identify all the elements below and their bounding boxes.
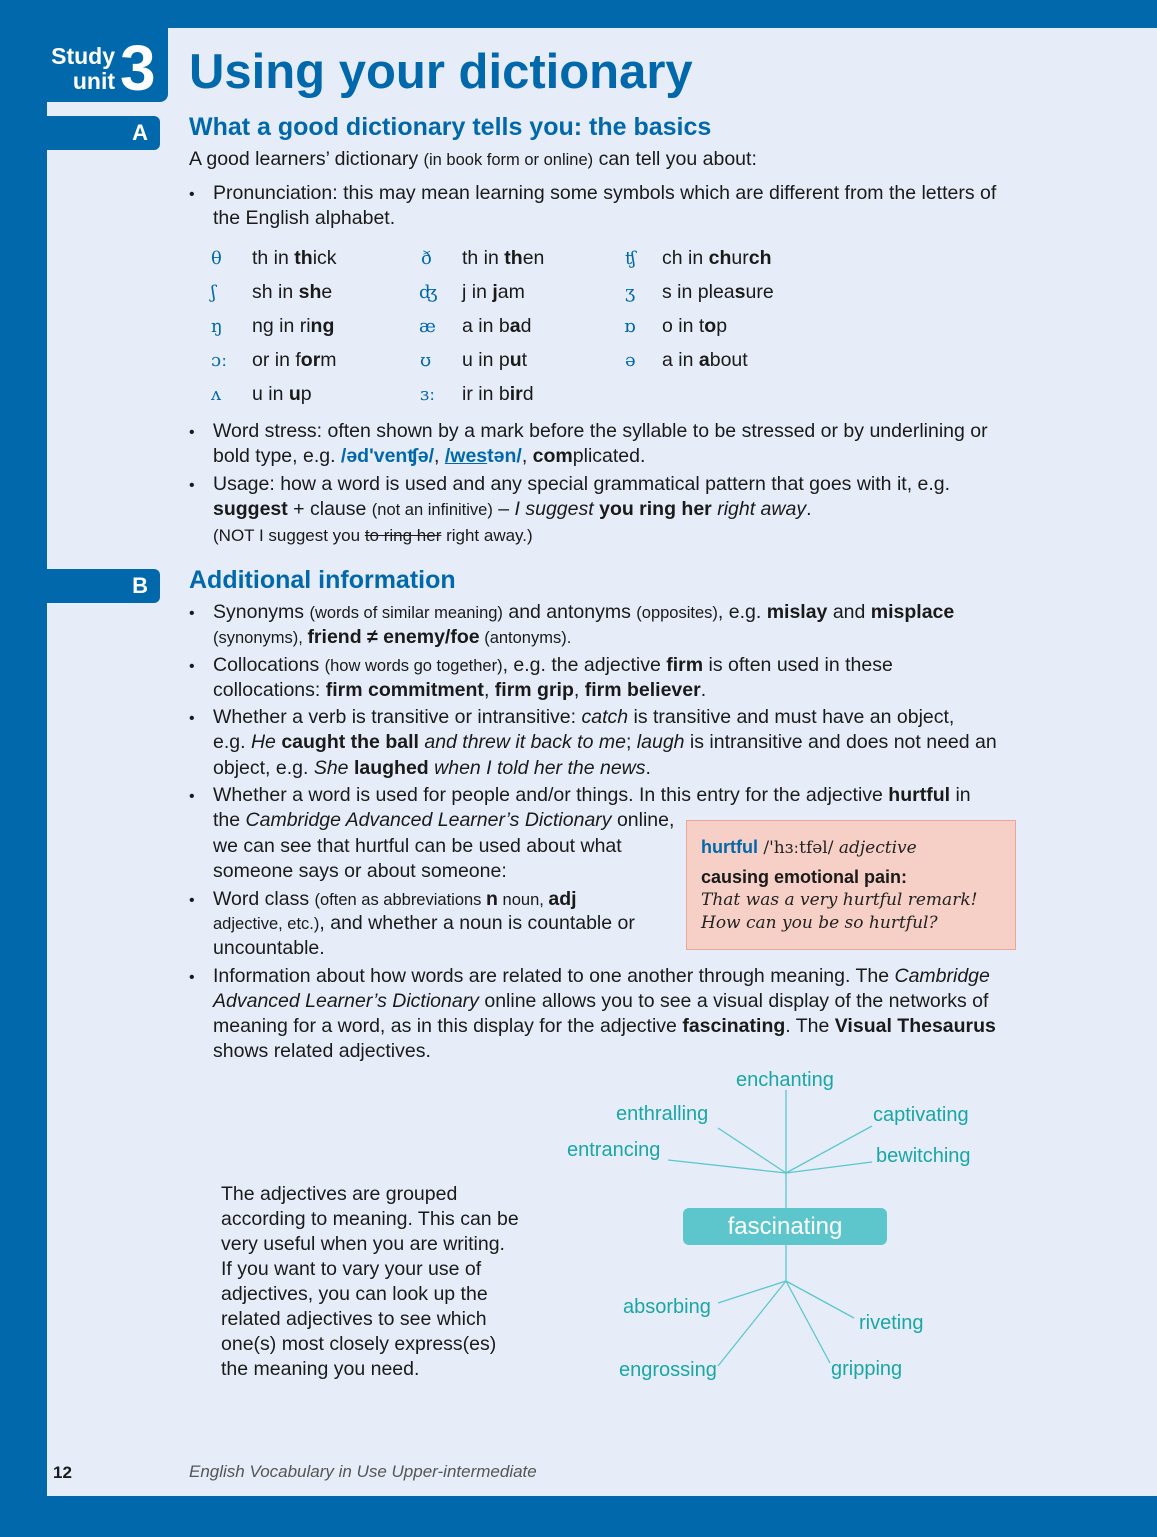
- thesaurus-word-absorbing: absorbing: [623, 1296, 711, 1318]
- pronunciation-line-2: the English alphabet.: [213, 207, 396, 229]
- entry-example-2: How can you be so hurtful?: [701, 913, 938, 933]
- phonetic-example: ir in bird: [462, 383, 534, 405]
- phonetic-example: ch in church: [662, 247, 772, 269]
- people-things-line-4: someone says or about someone:: [213, 860, 507, 882]
- usage-line-1: Usage: how a word is used and any special grammatical pattern that goes with it, e.g.: [213, 473, 951, 495]
- transitive-line-1: Whether a verb is transitive or intransitive: catch is transitive and must have an object,: [213, 706, 955, 728]
- intro-text: A good learners’ dictionary (in book form or online) can tell you about:: [189, 148, 757, 170]
- phonetic-example: u in put: [462, 349, 528, 371]
- connector-bewitching: [786, 1162, 872, 1173]
- phonetic-symbol: ɜː: [420, 384, 436, 405]
- bullet: •: [189, 605, 195, 622]
- phonetic-symbol: ʒ: [625, 282, 636, 303]
- connector-captivating: [786, 1126, 872, 1173]
- entry-definition: causing emotional pain:: [701, 867, 908, 887]
- usage-not-line: (NOT I suggest you to ring her right away.): [213, 526, 533, 545]
- stress-line-2: bold type, e.g. /əd'venʧə/, /westən/, complicated.: [213, 445, 646, 467]
- transitive-line-3: object, e.g. She laughed when I told her the news.: [213, 757, 651, 779]
- info-line-2: Advanced Learner’s Dictionary online allows you to see a visual display of the networks of: [213, 990, 989, 1012]
- people-things-line-3: we can see that hurtful can be used about what: [213, 835, 622, 857]
- phonetic-symbol: ð: [421, 248, 432, 269]
- phonetic-symbol: æ: [419, 316, 436, 337]
- phonetic-symbol: ɔː: [211, 350, 228, 371]
- thesaurus-word-enthralling: enthralling: [616, 1103, 709, 1125]
- info-line-1: Information about how words are related to one another through meaning. The Cambridge: [213, 965, 990, 987]
- thesaurus-word-entrancing: entrancing: [567, 1139, 661, 1161]
- bullet: •: [189, 788, 195, 805]
- thesaurus-hub: fascinating: [683, 1208, 887, 1245]
- transitive-line-2: e.g. He caught the ball and threw it back to me; laugh is intransitive and does not need an: [213, 731, 997, 753]
- synonyms-line-1: Synonyms (words of similar meaning) and antonyms (opposites), e.g. mislay and misplace: [213, 601, 955, 623]
- phonetic-symbol: ɒ: [624, 316, 636, 337]
- info-line-3: meaning for a word, as in this display for the adjective fascinating. The Visual Thesaurus: [213, 1015, 996, 1037]
- thesaurus-explanation: The adjectives are grouped according to meaning. This can be very useful when you are writing. If you want to vary your use of adjectives, you can look up the related adjectives to see which one(s) most closely express(es) the meaning you need.: [221, 1183, 519, 1380]
- thesaurus-word-engrossing: engrossing: [619, 1359, 717, 1381]
- bullet: •: [189, 892, 195, 909]
- phonetic-example: or in form: [252, 349, 337, 371]
- phonetic-symbol: ʌ: [211, 384, 222, 405]
- bullet: •: [189, 658, 195, 675]
- phonetic-example: a in bad: [462, 315, 532, 337]
- usage-line-2: suggest + clause (not an infinitive) – I suggest you ring her right away.: [213, 498, 812, 520]
- people-things-line-1: Whether a word is used for people and/or things. In this entry for the adjective hurtful in: [213, 784, 971, 806]
- collocations-line-2: collocations: firm commitment, firm grip, firm believer.: [213, 679, 707, 701]
- phonetic-example: ng in ring: [252, 315, 335, 337]
- word-class-line-2: adjective, etc.), and whether a noun is countable or: [213, 912, 635, 934]
- phonetic-symbol: ʤ: [419, 282, 438, 303]
- section-a-heading: What a good dictionary tells you: the basics: [189, 113, 712, 141]
- phonetic-example: s in pleasure: [662, 281, 774, 303]
- entry-headword-line: hurtful /'hɜːtfəl/ adjective: [701, 837, 917, 858]
- phonetic-example: o in top: [662, 315, 728, 337]
- phonetic-example: j in jam: [462, 281, 525, 303]
- page-number: 12: [53, 1463, 72, 1482]
- phonetic-example: th in then: [462, 247, 545, 269]
- info-line-4: shows related adjectives.: [213, 1040, 431, 1062]
- synonyms-line-2: (synonyms), friend ≠ enemy/foe (antonyms).: [213, 626, 572, 648]
- phonetic-symbol: θ: [211, 248, 222, 269]
- phonetic-example: a in about: [662, 349, 748, 371]
- pronunciation-line-1: Pronunciation: this may mean learning some symbols which are different from the letters of: [213, 182, 997, 204]
- book-title: English Vocabulary in Use Upper-intermediate: [189, 1462, 537, 1481]
- thesaurus-word-gripping: gripping: [831, 1358, 903, 1380]
- unit-word: unit: [72, 68, 115, 94]
- bullet: •: [189, 710, 195, 727]
- thesaurus-word-riveting: riveting: [859, 1312, 924, 1334]
- phonetic-symbol: ʧ: [625, 248, 636, 269]
- thesaurus-word-captivating: captivating: [873, 1104, 969, 1126]
- connector-absorbing: [718, 1281, 786, 1303]
- section-a-tab: A: [47, 116, 160, 150]
- bullet: •: [189, 477, 195, 494]
- word-class-line-1: Word class (often as abbreviations n noun, adj: [213, 888, 577, 910]
- phonetic-symbol: ə: [625, 350, 636, 371]
- people-things-line-2: the Cambridge Advanced Learner’s Dictionary online,: [213, 809, 675, 831]
- phonetic-symbol: ŋ: [211, 316, 223, 337]
- phonetic-example: sh in she: [252, 281, 333, 303]
- unit-number: 3: [120, 32, 156, 104]
- collocations-line-1: Collocations (how words go together), e.g. the adjective firm is often used in these: [213, 654, 893, 676]
- phonetic-symbol: ʊ: [420, 350, 432, 371]
- bullet: •: [189, 186, 195, 203]
- page-title: Using your dictionary: [189, 45, 693, 99]
- phonetic-symbol: ʃ: [211, 282, 216, 303]
- section-b-heading: Additional information: [189, 566, 456, 594]
- section-b-tab: B: [47, 569, 160, 603]
- phonetic-example: th in thick: [252, 247, 337, 269]
- connector-engrossing: [718, 1281, 786, 1366]
- entry-example-1: That was a very hurtful remark!: [701, 890, 978, 910]
- bullet: •: [189, 969, 195, 986]
- word-class-line-3: uncountable.: [213, 937, 325, 959]
- phonetic-example: u in up: [252, 383, 312, 405]
- stress-line-1: Word stress: often shown by a mark before the syllable to be stressed or by underlining or: [213, 420, 988, 442]
- thesaurus-word-enchanting: enchanting: [736, 1069, 834, 1091]
- study-word: Study: [51, 43, 115, 69]
- bullet: •: [189, 424, 195, 441]
- thesaurus-word-bewitching: bewitching: [876, 1145, 971, 1167]
